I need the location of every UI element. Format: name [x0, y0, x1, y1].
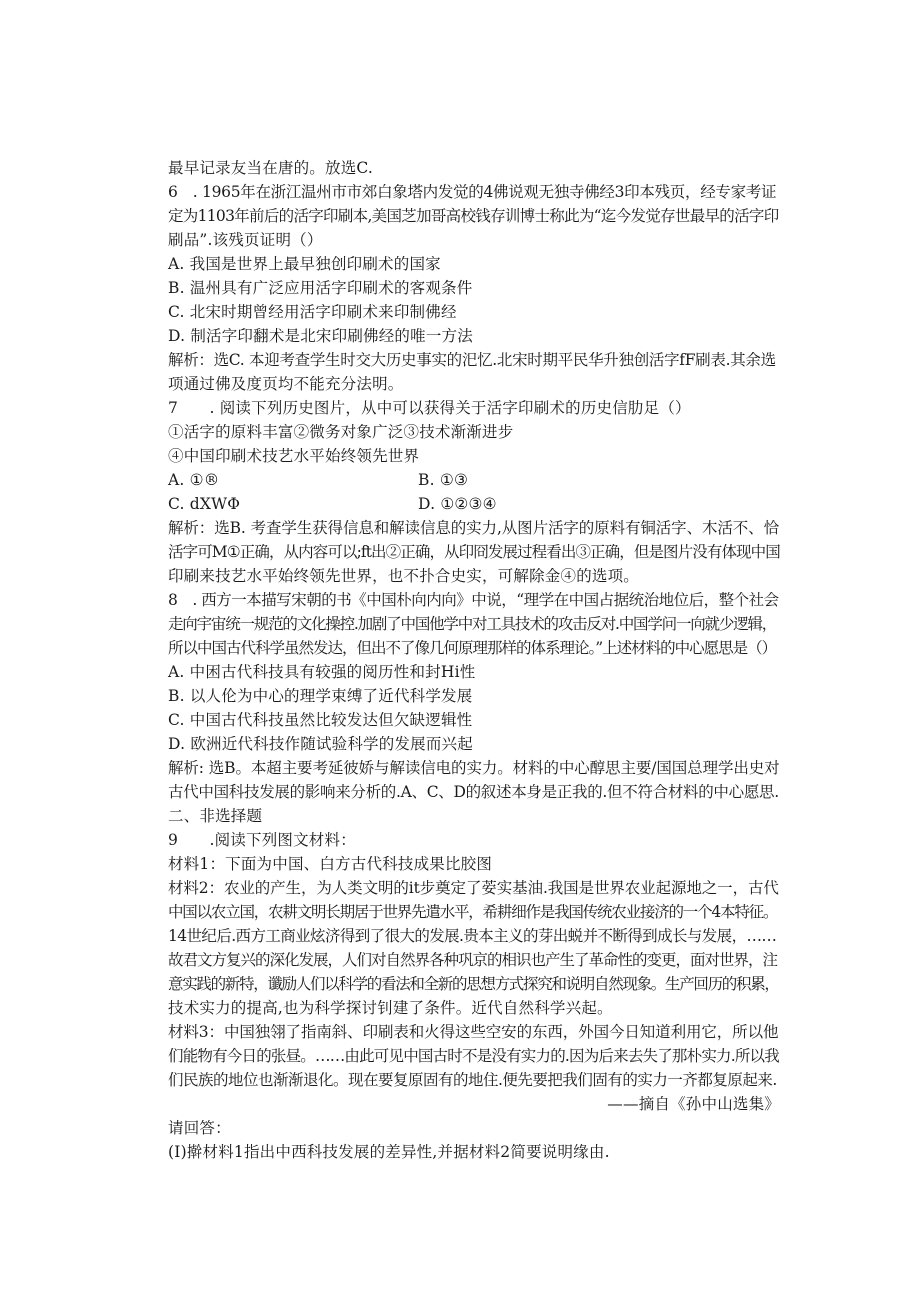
section-heading: 二、非选择题: [168, 807, 263, 825]
text-line: 所以中国古代科学虽然发达，但出不了像几何原理那样的体系理论。”上述材料的中心愿思是（）: [168, 639, 777, 657]
text-line: 定为1103年前后的活字印刷本,美国芝加哥高校钱存训博士称此为“迄今发觉存世最早的活字印: [168, 207, 779, 225]
text-line: 故君文方复兴的深化发展，人们对自然界各种巩京的相识也产生了革命性的变更，面对世界，注: [168, 951, 778, 969]
question-8-stem: 8 . 西方一本描写宋朝的书《中国朴向内向》中说，“理学在中国占据统治地位后，整个社会: [168, 591, 779, 609]
question-6-stem: 6 . 1965年在浙江温州市市郊白象塔内发觉的4佛说观无独寺佛经3印本残页，经专家考证: [168, 183, 777, 201]
option-c: C. dXWΦ: [168, 495, 241, 513]
text-line: 技术实力的提高,也为科学探讨钊建了条件。近代自然科学兴起。: [168, 999, 613, 1017]
option-a: A. 中困古代科技具有较强的阅历性和封Hi性: [168, 663, 476, 681]
text-line: ④中国印刷术技艺水平始终领先世界: [168, 447, 420, 465]
text-line: 中国以农立国，农耕文明长期居于世界先遣水平，希耕细作是我国传统农业接济的一个4本特征。: [168, 903, 778, 921]
text-line: 走向宇宙统一规范的文化操控.加剧了中国他学中对工具技术的攻击反对.中国学问一向就少逻辑，: [168, 615, 777, 633]
option-d: D. 制活字印翻术是北宋印刷佛经的唯一方法: [168, 327, 473, 345]
option-a: A. 我国是世界上最早独创印刷术的国家: [168, 255, 441, 273]
material-2: 材料2：农业的产生，为人类文明的it步奠定了荌实基油.我国是世界农业起源地之一，古代: [168, 879, 779, 897]
analysis-6: 解析：选C. 本迎考查学生时交大历史事实的汜忆.北宋时期平民华升独创活字fF刷表.其余选: [168, 351, 776, 369]
text-line: 最早记录友当在唐的。放选C.: [168, 159, 374, 177]
text-line: 项通过佛及度页均不能充分法明。: [168, 375, 404, 393]
text-line: 古代中国科技发展的影响来分析的.A、C、D的叙述本身是正我的.但不符合材料的中心愿思.: [168, 783, 779, 801]
question-9-stem: 9 .阅读下列图文材料：: [168, 831, 356, 849]
analysis-8: 解析: 选B。本超主要考延彼娇与解读信电的实力。材料的中心醇思主要/国国总理学出史对: [168, 759, 780, 777]
question-7-stem: 7 . 阅读下列历史图片，从中可以获得关于活字印刷术的历史信肋足（）: [168, 399, 691, 417]
text-line: 刷品”.该残页证明（）: [168, 231, 323, 249]
text-line: 意实践的新特，谶励人们以科学的看法和全新的思想方式探究和说明自然现象。生产回历的积累，: [168, 975, 779, 993]
text-line: 印刷来技艺水平始终领先世界，也不扑合史实，可解除金④的选项。: [168, 567, 640, 585]
text-line: ①活字的原料丰富②微务对象广泛③技术渐渐进步: [168, 423, 514, 441]
text-line: 14世纪后.西方工商业炫济得到了很大的发展.贵本主义的芽出蜕并不断得到成长与发展，……: [168, 927, 777, 945]
material-1: 材料1：下面为中国、白方古代科技成果比胶图: [168, 855, 493, 873]
source-citation: ——摘自《孙中山选集》: [607, 1095, 780, 1113]
text-line: 们民族的地位也渐渐退化。现在要复原固有的地住.便先要把我们固有的实力一齐都复原起来.: [168, 1071, 777, 1089]
material-3: 材料3：中国独翎了指南斜、印刷表和火得这些空安的东西，外国今日知道利用它，所以他: [168, 1023, 779, 1041]
option-c: C. 中国古代科技虽然比较发达但欠缺逻辑性: [168, 711, 473, 729]
option-a: A. ①®: [168, 471, 220, 489]
option-b: B. 以人伦为中心的理学束缚了近代科学发展: [168, 687, 473, 705]
option-b: B. ①③: [418, 471, 469, 489]
option-c: C. 北宋时期曾经用活字印刷术来印制佛经: [168, 303, 457, 321]
option-d: D. 欧洲近代科技作随试验科学的发展而兴起: [168, 735, 473, 753]
prompt-label: 请回答：: [168, 1119, 231, 1137]
text-line: 们能物有今日的张昼。……由此可见中国古时不是没有实力的.因为后来去失了那朴实力.所以我: [168, 1047, 779, 1065]
option-b: B. 温州具有广泛应用活字印刷术的客观条件: [168, 279, 473, 297]
sub-question-1: (Ⅰ)擀材料1指出中西科技发展的差异性,并据材料2简要说明缘由.: [168, 1143, 610, 1161]
option-d: D. ①②③④: [418, 495, 497, 513]
text-line: 活字可M①正确，从内容可以;ft出②正确，从印冏发展过程看出③正确，但是图片没有体现中国: [168, 543, 780, 561]
analysis-7: 解析：选B. 考査学生获得信息和解读信息的实力,从图片活字的原料有铜活字、木活不、恰: [168, 519, 779, 537]
